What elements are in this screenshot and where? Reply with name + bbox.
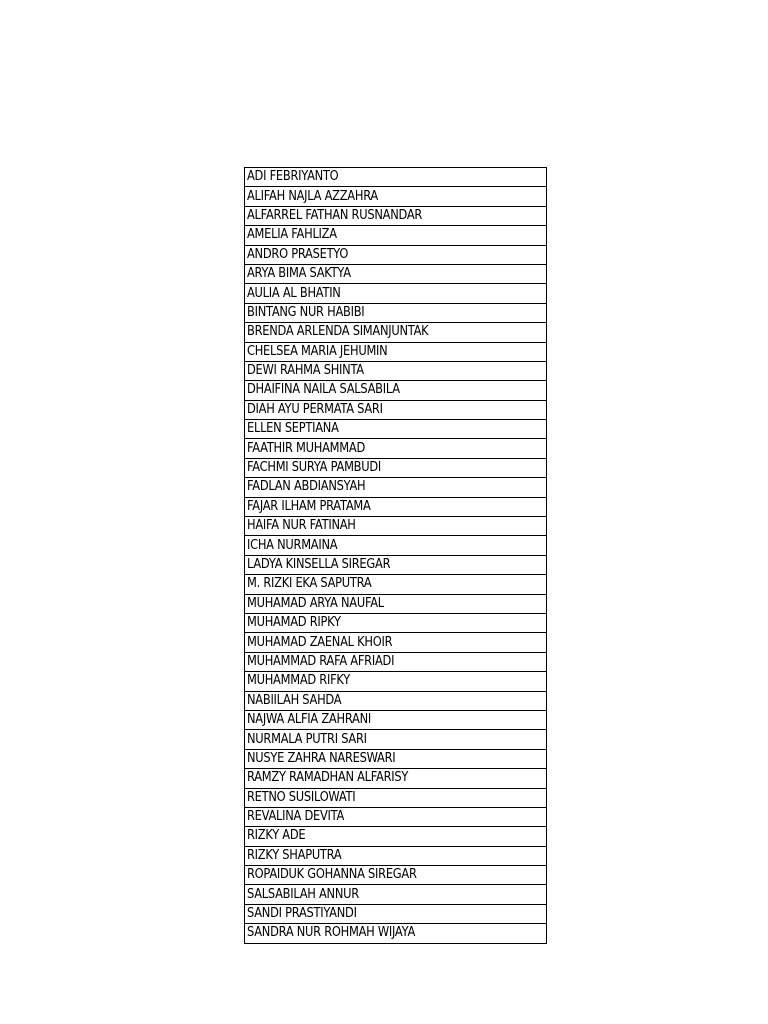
name-text: REVALINA DEVITA bbox=[247, 809, 345, 825]
name-cell bbox=[245, 497, 547, 516]
name-cell bbox=[245, 885, 547, 904]
name-text: ALFARREL FATHAN RUSNANDAR bbox=[247, 207, 423, 223]
name-cell bbox=[245, 420, 547, 439]
table-row bbox=[245, 672, 547, 691]
name-cell bbox=[245, 807, 547, 826]
name-cell bbox=[245, 904, 547, 923]
name-text: FAATHIR MUHAMMAD bbox=[247, 440, 365, 456]
name-cell bbox=[245, 924, 547, 943]
name-cell bbox=[245, 691, 547, 710]
name-text: SALSABILAH ANNUR bbox=[247, 886, 359, 902]
name-text: FACHMI SURYA PAMBUDI bbox=[247, 460, 382, 476]
table-row bbox=[245, 420, 547, 439]
name-cell bbox=[245, 361, 547, 380]
table-row bbox=[245, 245, 547, 264]
name-text: RETNO SUSILOWATI bbox=[247, 789, 356, 805]
name-text: NUSYE ZAHRA NARESWARI bbox=[247, 750, 396, 766]
table-row bbox=[245, 342, 547, 361]
name-text: AMELIA FAHLIZA bbox=[247, 227, 337, 243]
table-row bbox=[245, 381, 547, 400]
name-text: ANDRO PRASETYO bbox=[247, 246, 349, 262]
name-text: MUHAMAD ZAENAL KHOIR bbox=[247, 634, 393, 650]
name-cell bbox=[245, 323, 547, 342]
name-list-body bbox=[245, 168, 547, 944]
name-cell bbox=[245, 613, 547, 632]
name-text: ADI FEBRIYANTO bbox=[247, 169, 339, 185]
name-text: ICHA NURMAINA bbox=[247, 537, 338, 553]
name-text: MUHAMMAD RAFA AFRIADI bbox=[247, 653, 395, 669]
name-text: NURMALA PUTRI SARI bbox=[247, 731, 367, 747]
name-cell bbox=[245, 517, 547, 536]
table-row bbox=[245, 187, 547, 206]
name-text: NAJWA ALFIA ZAHRANI bbox=[247, 712, 372, 728]
table-row bbox=[245, 924, 547, 943]
name-cell bbox=[245, 245, 547, 264]
name-cell bbox=[245, 226, 547, 245]
table-row bbox=[245, 691, 547, 710]
name-cell bbox=[245, 168, 547, 187]
name-cell bbox=[245, 342, 547, 361]
name-text: LADYA KINSELLA SIREGAR bbox=[247, 557, 391, 572]
name-cell bbox=[245, 439, 547, 458]
table-row bbox=[245, 652, 547, 671]
name-text: ROPAIDUK GOHANNA SIREGAR bbox=[247, 867, 417, 883]
name-cell bbox=[245, 381, 547, 400]
name-text: ALIFAH NAJLA AZZAHRA bbox=[247, 188, 378, 204]
name-text: DEWI RAHMA SHINTA bbox=[247, 363, 364, 379]
table-row bbox=[245, 168, 547, 187]
table-row bbox=[245, 264, 547, 283]
table-row bbox=[245, 400, 547, 419]
name-text: SANDI PRASTIYANDI bbox=[247, 906, 357, 922]
name-list-table bbox=[244, 167, 547, 944]
name-text: SANDRA NUR ROHMAH WIJAYA bbox=[247, 925, 416, 941]
table-row bbox=[245, 206, 547, 225]
table-row bbox=[245, 730, 547, 749]
name-text: DHAIFINA NAILA SALSABILA bbox=[247, 382, 400, 398]
name-text: ELLEN SEPTIANA bbox=[247, 421, 339, 437]
name-cell bbox=[245, 303, 547, 322]
name-text: CHELSEA MARIA JEHUMIN bbox=[247, 343, 388, 359]
name-text: BRENDA ARLENDA SIMANJUNTAK bbox=[247, 324, 429, 340]
name-cell bbox=[245, 458, 547, 477]
name-text: FADLAN ABDIANSYAH bbox=[247, 479, 366, 495]
table-row bbox=[245, 594, 547, 613]
name-cell bbox=[245, 555, 547, 574]
name-cell bbox=[245, 827, 547, 846]
name-cell bbox=[245, 866, 547, 885]
name-text: RIZKY ADE bbox=[247, 828, 306, 844]
table-row bbox=[245, 478, 547, 497]
name-text: M. RIZKI EKA SAPUTRA bbox=[247, 576, 372, 592]
name-text: FAJAR ILHAM PRATAMA bbox=[247, 498, 371, 514]
table-row bbox=[245, 323, 547, 342]
table-row bbox=[245, 439, 547, 458]
table-row bbox=[245, 788, 547, 807]
table-row bbox=[245, 885, 547, 904]
name-cell bbox=[245, 652, 547, 671]
table-row bbox=[245, 517, 547, 536]
name-text: HAIFA NUR FATINAH bbox=[247, 518, 356, 534]
table-row bbox=[245, 226, 547, 245]
name-text: RIZKY SHAPUTRA bbox=[247, 847, 342, 863]
name-cell bbox=[245, 536, 547, 555]
name-cell bbox=[245, 846, 547, 865]
table-row bbox=[245, 555, 547, 574]
name-cell bbox=[245, 710, 547, 729]
name-text: AULIA AL BHATIN bbox=[247, 285, 341, 301]
table-row bbox=[245, 904, 547, 923]
name-text: RAMZY RAMADHAN ALFARISY bbox=[247, 770, 409, 786]
table-row bbox=[245, 575, 547, 594]
table-row bbox=[245, 303, 547, 322]
table-row bbox=[245, 866, 547, 885]
name-cell bbox=[245, 478, 547, 497]
table-row bbox=[245, 497, 547, 516]
name-cell bbox=[245, 264, 547, 283]
name-cell bbox=[245, 730, 547, 749]
name-cell bbox=[245, 575, 547, 594]
name-cell bbox=[245, 749, 547, 768]
name-text: DIAH AYU PERMATA SARI bbox=[247, 401, 383, 417]
name-cell bbox=[245, 769, 547, 788]
table-row bbox=[245, 284, 547, 303]
name-text: MUHAMAD ARYA NAUFAL bbox=[247, 595, 384, 611]
table-row bbox=[245, 827, 547, 846]
name-cell bbox=[245, 594, 547, 613]
table-row bbox=[245, 749, 547, 768]
name-text: BINTANG NUR HABIBI bbox=[247, 304, 365, 320]
name-cell bbox=[245, 187, 547, 206]
table-row bbox=[245, 458, 547, 477]
table-row bbox=[245, 807, 547, 826]
name-cell bbox=[245, 633, 547, 652]
name-text: MUHAMAD RIPKY bbox=[247, 615, 341, 631]
table-row bbox=[245, 769, 547, 788]
table-row bbox=[245, 846, 547, 865]
name-text: ARYA BIMA SAKTYA bbox=[247, 266, 351, 282]
name-cell bbox=[245, 284, 547, 303]
name-cell bbox=[245, 788, 547, 807]
table-row bbox=[245, 710, 547, 729]
table-row bbox=[245, 633, 547, 652]
name-text: MUHAMMAD RIFKY bbox=[247, 673, 350, 689]
table-row bbox=[245, 613, 547, 632]
name-text: NABIILAH SAHDA bbox=[247, 692, 342, 708]
table-row bbox=[245, 361, 547, 380]
table-row bbox=[245, 536, 547, 555]
name-cell bbox=[245, 400, 547, 419]
name-cell bbox=[245, 672, 547, 691]
name-cell bbox=[245, 206, 547, 225]
